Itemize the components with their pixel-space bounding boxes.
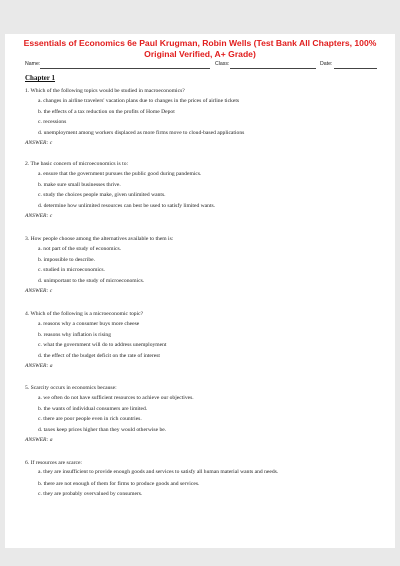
question-stem: 4. Which of the following is a microeconomic topic?	[25, 311, 144, 317]
answer-option: a. changes in airline travelers' vacation plans due to changes in the prices of airline tickets	[38, 98, 240, 104]
answer-option: b. the wants of individual consumers are limited.	[38, 405, 148, 412]
answer-key: ANSWER: a	[25, 437, 53, 444]
answer-option: a. reasons why a consumer buys more cheese	[38, 321, 140, 327]
date-field[interactable]	[334, 68, 377, 69]
name-field[interactable]	[40, 68, 210, 69]
answer-option: a. they are insufficient to provide enough goods and services to satisfy all human material wants and needs.	[38, 469, 279, 475]
answer-option: b. there are not enough of them for firms to produce goods and services.	[38, 480, 200, 487]
question-stem: 5. Scarcity occurs in economics because:	[25, 385, 117, 391]
answer-option: b. reasons why inflation is rising	[38, 331, 112, 338]
question-1	[25, 87, 375, 148]
question-stem: 2. The basic concern of microeconomics is to:	[25, 161, 129, 167]
answer-key: ANSWER: c	[25, 140, 53, 147]
document-title: Essentials of Economics 6e Paul Krugman, Robin Wells (Test Bank All Chapters, 100% Original Verified, A+ Grade)	[23, 38, 377, 59]
answer-key: ANSWER: c	[25, 213, 53, 220]
answer-key: ANSWER: a	[25, 363, 53, 370]
question-4	[25, 310, 375, 371]
answer-option: a. not part of the study of economics.	[38, 246, 122, 252]
question-2	[25, 160, 375, 221]
answer-option: d. determine how unlimited resources can best be used to satisfy limited wants.	[38, 202, 216, 209]
question-5	[25, 384, 375, 445]
answer-option: c. studied in microeconomics.	[38, 267, 105, 274]
header-fields	[25, 61, 377, 70]
question-3	[25, 235, 375, 296]
answer-option: b. make sure small businesses thrive.	[38, 181, 121, 188]
question-stem: 1. Which of the following topics would be studied in macroeconomics?	[25, 88, 185, 94]
answer-option: a. ensure that the government pursues the public good during pandemics.	[38, 171, 202, 177]
answer-option: d. unemployment among workers displaced as more firms move to cloud-based applications	[38, 129, 245, 136]
chapter-heading: Chapter 1	[25, 74, 56, 82]
class-field[interactable]	[230, 68, 316, 69]
answer-option: b. impossible to describe.	[38, 256, 96, 263]
date-label: Date:	[320, 61, 333, 67]
question-stem: 3. How people choose among the alternatives available to them is:	[25, 236, 174, 242]
question-6	[25, 459, 375, 500]
answer-option: c. recessions	[38, 119, 67, 126]
answer-option: d. the effect of the budget deficit on the rate of interest	[38, 352, 160, 359]
answer-option: d. taxes keep prices higher than they would otherwise be.	[38, 426, 167, 433]
answer-option: c. study the choices people make, given unlimited wants.	[38, 192, 166, 199]
question-stem: 6. If resources are scarce:	[25, 460, 82, 466]
answer-option: c. they are probably overvalued by consumers.	[38, 491, 143, 498]
answer-option: c. what the government will do to address unemployment	[38, 342, 167, 349]
answer-option: d. unimportant to the study of microeconomics.	[38, 277, 145, 284]
answer-option: a. we often do not have sufficient resources to achieve our objectives.	[38, 395, 194, 401]
class-label: Class:	[215, 61, 230, 67]
answer-key: ANSWER: c	[25, 288, 53, 295]
answer-option: b. the effects of a tax reduction on the profits of Home Depot	[38, 108, 175, 115]
answer-option: c. there are poor people even in rich countries.	[38, 416, 142, 423]
name-label: Name:	[25, 61, 41, 67]
document-page	[5, 34, 395, 548]
